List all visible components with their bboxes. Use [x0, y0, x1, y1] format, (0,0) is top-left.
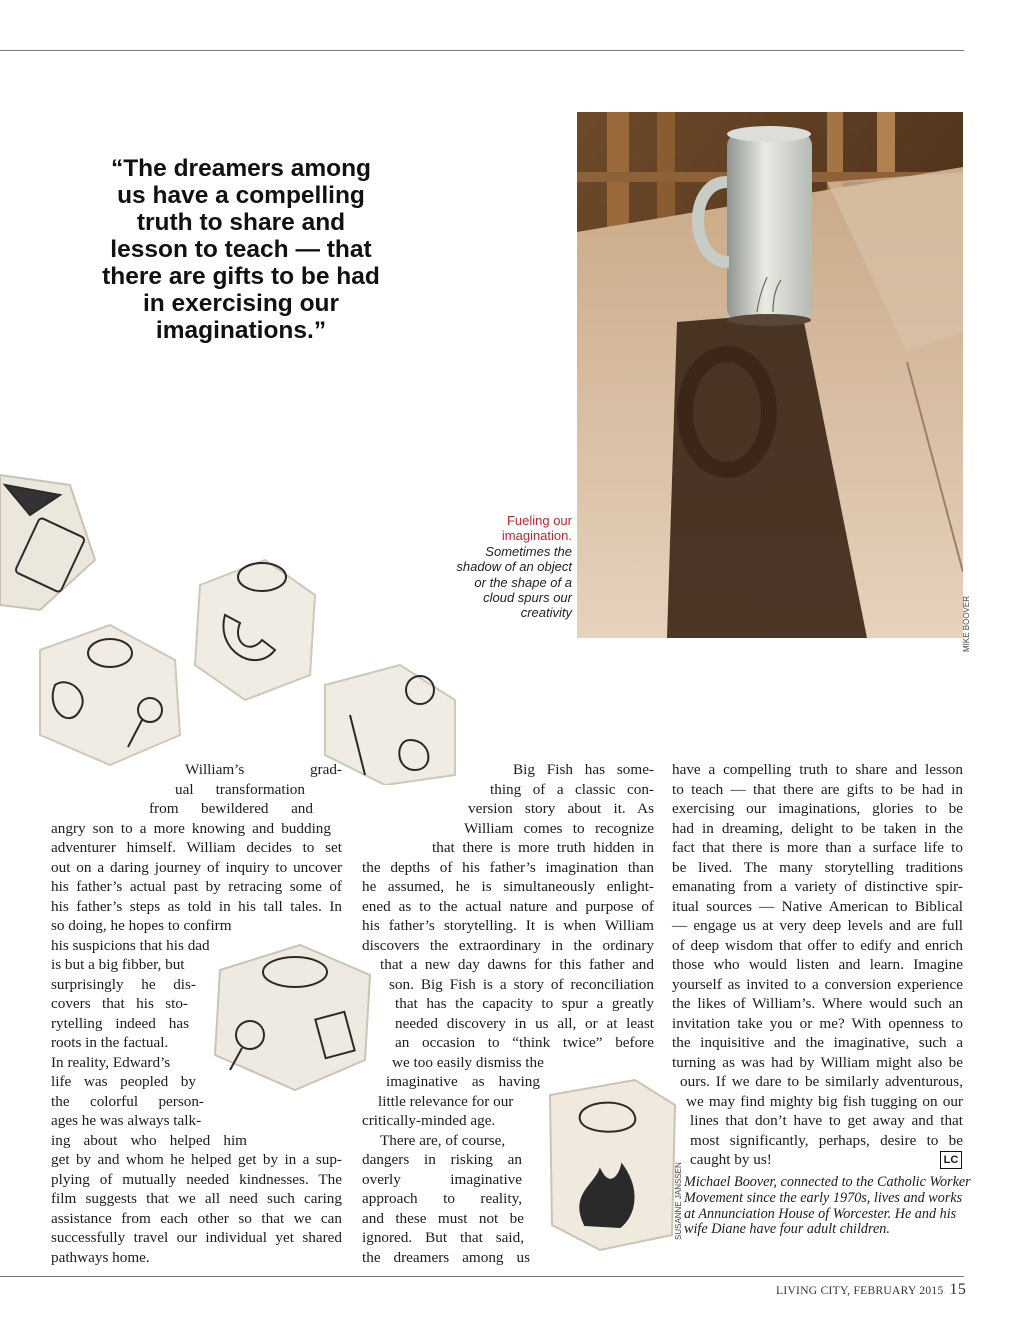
- text-line: overly imaginative: [362, 1170, 522, 1188]
- text-line: William’s grad-: [185, 761, 342, 778]
- text-line: his father’s steps as told in his tall tales. In: [51, 897, 342, 915]
- caption-lead: Fueling our imagination.: [501, 513, 572, 544]
- text-line: — engage us at very deep levels and are full: [672, 917, 963, 934]
- text-line: so doing, he hopes to confirm: [51, 917, 232, 934]
- article-column-right: [672, 760, 963, 1170]
- text-line: ours. If we dare to be similarly adventurous,: [680, 1073, 963, 1090]
- author-bio: Michael Boover, connected to the Catholic Worker Movement since the early 1970s, lives and works at Annunciation House of Worcester. He and his wife Diane have four adult children.: [684, 1174, 971, 1238]
- text-line: that has the capacity to spur a greatly: [395, 995, 654, 1012]
- text-line: and these must not be: [362, 1209, 524, 1227]
- text-line: we may find mighty big fish tugging on our: [686, 1092, 963, 1110]
- text-line: In reality, Edward’s: [51, 1053, 171, 1071]
- text-line: out on a daring journey of inquiry to uncover: [51, 858, 342, 876]
- lc-logo: LC: [940, 1151, 962, 1169]
- text-line: itual sources — Native American to Biblical: [672, 897, 963, 915]
- text-line: his father’s storytelling. It is when William: [362, 917, 654, 934]
- text-line: Big Fish has some-: [513, 761, 654, 778]
- text-line: exercising our imaginations, glories to be: [672, 800, 963, 817]
- photo-caption: [452, 513, 572, 621]
- text-line: life was peopled by: [51, 1073, 196, 1090]
- pull-quote: “The dreamers among us have a compelling truth to share and lesson to teach — that there are gifts to be had in exercising our imaginations.”: [102, 155, 380, 344]
- text-line: caught by us!: [690, 1151, 772, 1168]
- text-line: surprisingly he dis-: [51, 975, 196, 993]
- text-line: of deep wisdom that offer to edify and enrich: [672, 936, 963, 954]
- text-line: son. Big Fish is a story of reconciliation: [389, 975, 654, 993]
- text-line: ual transformation: [175, 780, 305, 798]
- text-line: to teach — that there are gifts to be had in: [672, 780, 963, 798]
- page-footer: [776, 1281, 966, 1299]
- text-line: an occasion to “think twice” before: [395, 1034, 654, 1051]
- text-line: most significantly, perhaps, desire to be: [690, 1131, 963, 1149]
- text-line: pathways home.: [51, 1248, 150, 1266]
- dice-illustration-top: [0, 465, 470, 785]
- text-line: those who would listen and learn. Imagine: [672, 956, 963, 973]
- text-line: the inquisitive and the imaginative, such a: [672, 1034, 963, 1051]
- text-line: covers that his sto-: [51, 995, 188, 1012]
- text-line: we too easily dismiss the: [392, 1053, 544, 1071]
- text-line: angry son to a more knowing and budding: [51, 819, 331, 837]
- text-line: the colorful person-: [51, 1092, 204, 1110]
- caption-body: Sometimes the shadow of an object or the shape of a cloud spurs our creativity: [456, 543, 572, 621]
- text-line: emanating from a variety of distinctive spir-: [672, 878, 963, 895]
- text-line: the dreamers among us: [362, 1248, 530, 1266]
- top-rule: [0, 50, 964, 51]
- text-line: version story about it. As: [468, 800, 654, 817]
- mug-shadow-photo: [577, 112, 963, 638]
- text-line: critically-minded age.: [362, 1112, 496, 1129]
- text-line: his suspicions that his dad: [51, 936, 210, 954]
- text-line: needed discovery in us all, or at least: [395, 1014, 654, 1032]
- article-column-left: [51, 760, 342, 1267]
- text-line: dangers in risking an: [362, 1151, 522, 1168]
- text-line: little relevance for our: [378, 1092, 514, 1110]
- text-line: get by and whom he helped get by in a sup-: [51, 1151, 342, 1168]
- text-line: ignored. But that said,: [362, 1229, 524, 1246]
- text-line: is but a big fibber, but: [51, 956, 185, 973]
- text-line: ing about who helped him: [51, 1131, 247, 1149]
- text-line: adventurer himself. William decides to set: [51, 839, 342, 856]
- text-line: There are, of course,: [380, 1131, 506, 1149]
- bottom-rule: [0, 1276, 964, 1277]
- publication-date: LIVING CITY, FEBRUARY 2015: [776, 1285, 944, 1297]
- text-line: that there is more truth hidden in: [432, 839, 654, 856]
- text-line: film suggests that we all need such caring: [51, 1190, 342, 1207]
- text-line: fact that there is more than a surface life to: [672, 839, 963, 856]
- text-line: from bewildered and: [149, 800, 313, 817]
- text-line: ages he was always talk-: [51, 1112, 202, 1129]
- dice-photo-credit: SUSANNE JANSSEN: [674, 1162, 683, 1240]
- text-line: discovers the extraordinary in the ordinary: [362, 936, 654, 954]
- text-line: he assumed, he is simultaneously enlight-: [362, 878, 654, 895]
- text-line: William comes to recognize: [464, 819, 654, 837]
- text-line: approach to reality,: [362, 1190, 522, 1207]
- text-line: roots in the factual.: [51, 1034, 169, 1051]
- text-line: thing of a classic con-: [490, 780, 654, 798]
- page-number: 15: [949, 1281, 967, 1298]
- article-column-middle: [362, 760, 654, 1267]
- text-line: had in dreaming, delight to be taken in the: [672, 819, 963, 837]
- text-line: turning as was had by William might also be: [672, 1053, 963, 1071]
- text-line: assistance from each other so that we can: [51, 1209, 342, 1227]
- text-line: plying of mutually needed kindnesses. The: [51, 1170, 342, 1188]
- text-line: the depths of his father’s imagination than: [362, 858, 654, 876]
- text-line: that a new day dawns for this father and: [380, 956, 654, 973]
- text-line: the likes of William’s. Where would such an: [672, 995, 963, 1012]
- text-line: rytelling indeed has: [51, 1014, 189, 1032]
- text-line: successfully travel our individual yet shared: [51, 1229, 342, 1246]
- text-line: his father’s actual past by retracing some of: [51, 878, 342, 895]
- photo-credit: MIKE BOOVER: [962, 595, 971, 652]
- text-line: lines that don’t have to get away and that: [690, 1112, 963, 1129]
- text-line: be lived. The many storytelling traditions: [672, 858, 963, 876]
- text-line: ened as to the actual nature and purpose of: [362, 897, 654, 915]
- text-line: imaginative as having: [386, 1073, 540, 1090]
- text-line: invitation take you or me? With openness to: [672, 1014, 963, 1032]
- text-line: have a compelling truth to share and lesson: [672, 761, 963, 778]
- text-line: yourself as invited to a conversion experience: [672, 975, 963, 993]
